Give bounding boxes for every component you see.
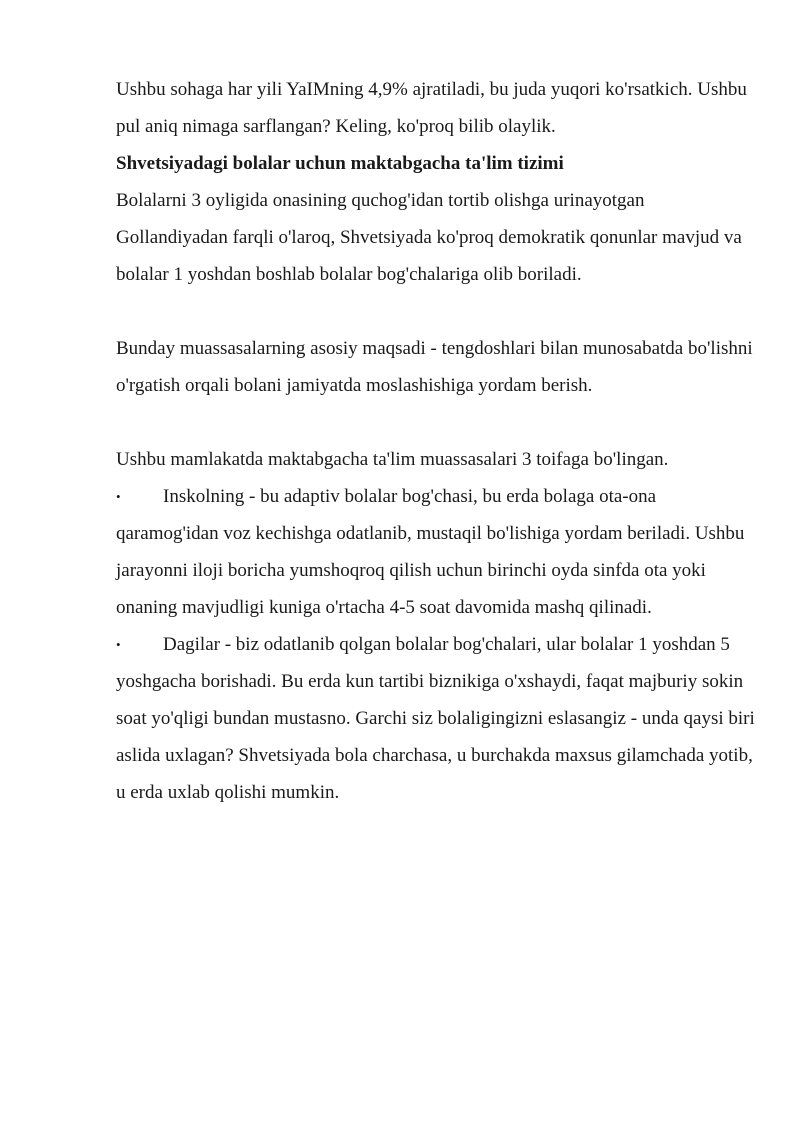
paragraph-3: Ushbu mamlakatda maktabgacha ta'lim muassasalari 3 toifaga bo'lingan. <box>116 449 669 470</box>
section-heading: Shvetsiyadagi bolalar uchun maktabgacha ta'lim tizimi <box>116 153 564 174</box>
bullet-text: Dagilar - biz odatlanib qolgan bolalar bog'chalari, ular bolalar 1 yoshdan 5 yoshgacha borishadi. Bu erda kun tartibi biznikiga o'xshaydi, faqat majburiy sokin soat yo'qligi bundan mustasno. Garchi siz bolaligingizni eslasangiz - unda qaysi biri aslida uxlagan? Shvetsiyada bola charchasa, u burchakda maxsus gilamchada yotib, u erda uxlab qolishi mumkin. <box>116 634 755 803</box>
document-page <box>116 71 756 811</box>
bullet-icon: • <box>116 637 121 652</box>
bullet-item-2 <box>116 626 756 811</box>
paragraph-spacer <box>116 293 756 330</box>
paragraph-1: Bolalarni 3 oyligida onasining quchog'idan tortib olishga urinayotgan Gollandiyadan farqli o'laroq, Shvetsiyada ko'proq demokratik qonunlar mavjud va bolalar 1 yoshdan boshlab bolalar bog'chalariga olib boriladi. <box>116 190 742 285</box>
paragraph-2: Bunday muassasalarning asosiy maqsadi - tengdoshlari bilan munosabatda bo'lishni o'rgatish orqali bolani jamiyatda moslashishiga yordam berish. <box>116 338 753 396</box>
bullet-item-1 <box>116 478 756 626</box>
intro-paragraph: Ushbu sohaga har yili YaIMning 4,9% ajratiladi, bu juda yuqori ko'rsatkich. Ushbu pul aniq nimaga sarflangan? Keling, ko'proq bilib olaylik. <box>116 79 747 137</box>
paragraph-spacer <box>116 404 756 441</box>
bullet-text: Inskolning - bu adaptiv bolalar bog'chasi, bu erda bolaga ota-ona qaramog'idan voz kechishga odatlanib, mustaqil bo'lishiga yordam beriladi. Ushbu jarayonni iloji boricha yumshoqroq qilish uchun birinchi oyda sinfda ota yoki onaning mavjudligi kuniga o'rtacha 4-5 soat davomida mashq qilinadi. <box>116 486 745 618</box>
bullet-icon: • <box>116 489 121 504</box>
